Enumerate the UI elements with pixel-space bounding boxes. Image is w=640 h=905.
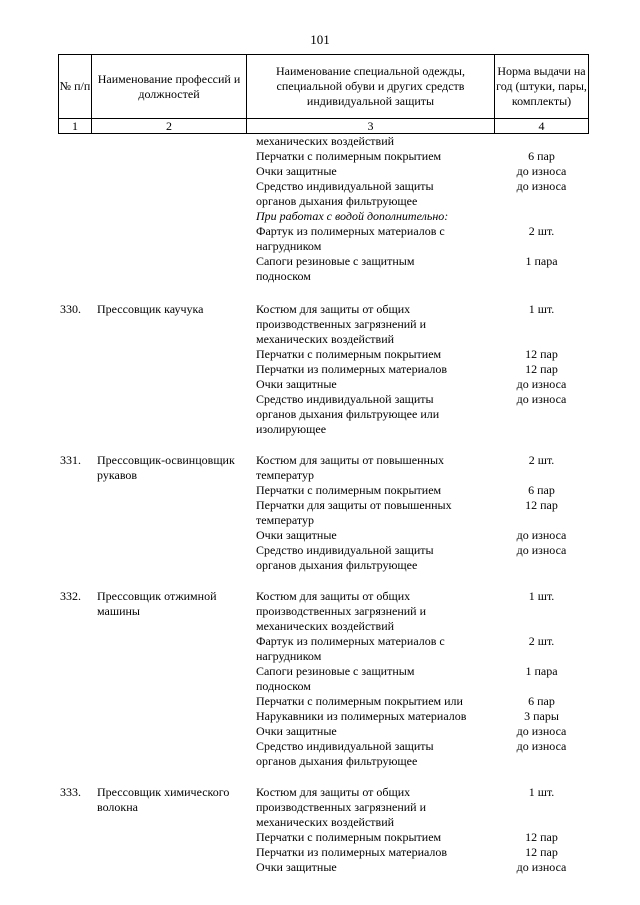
profession-name: Прессовщик-освинцовщик рукавов xyxy=(97,453,235,482)
equipment-norm: 12 пар xyxy=(525,347,558,361)
equipment-name: Средство индивидуальной защиты органов дыхания фильтрующее xyxy=(256,179,434,208)
table-body xyxy=(58,134,589,875)
equipment-name: Сапоги резиновые с защитным подноском xyxy=(256,254,415,283)
equipment-name: Очки защитные xyxy=(256,860,337,874)
equipment-name: При работах с водой дополнительно: xyxy=(256,209,449,223)
equipment-norm: 2 шт. xyxy=(528,634,555,648)
table-row xyxy=(58,134,589,284)
equipment-item xyxy=(246,724,589,739)
row-number: 333. xyxy=(60,785,81,799)
header-col-equipment: Наименование специальной одежды, специальной обуви и других средств индивидуальной защиты xyxy=(246,55,494,118)
equipment-name: Перчатки из полимерных материалов xyxy=(256,845,448,859)
equipment-item xyxy=(246,528,589,543)
profession-name: Прессовщик химического волокна xyxy=(97,785,230,814)
equipment-norm: 1 шт. xyxy=(528,589,555,603)
equipment-norm: до износа xyxy=(516,528,567,542)
profession-name: Прессовщик отжимной машины xyxy=(97,589,217,618)
equipment-item xyxy=(246,709,589,724)
equipment-norm: 6 пар xyxy=(528,483,555,497)
equipment-item xyxy=(246,543,589,573)
equipment-name: Перчатки с полимерным покрытием xyxy=(256,483,442,497)
equipment-norm: до износа xyxy=(516,739,567,753)
row-number xyxy=(58,134,91,284)
equipment-norm: до износа xyxy=(516,543,567,557)
equipment-item xyxy=(246,377,589,392)
equipment-item xyxy=(246,209,589,224)
equipment-norm: до износа xyxy=(516,392,567,406)
equipment-item xyxy=(246,785,589,830)
equipment-norm: 1 шт. xyxy=(528,785,555,799)
equipment-item xyxy=(246,302,589,347)
equipment-norm: 2 шт. xyxy=(528,453,555,467)
equipment-name: Костюм для защиты от общих производственных загрязнений и механических воздействий xyxy=(256,785,427,829)
equipment-name: Костюм для защиты от общих производственных загрязнений и механических воздействий xyxy=(256,589,427,633)
profession-name: Прессовщик каучука xyxy=(97,302,204,316)
equipment-name: Костюм для защиты от повышенных температур xyxy=(256,453,445,482)
equipment-norm: до износа xyxy=(516,860,567,874)
equipment-name: Перчатки из полимерных материалов xyxy=(256,362,448,376)
equipment-item xyxy=(246,634,589,664)
equipment-name: Перчатки с полимерным покрытием или xyxy=(256,694,463,708)
profession-name xyxy=(91,134,246,284)
equipment-norm: 12 пар xyxy=(525,498,558,512)
equipment-norm: 6 пар xyxy=(528,149,555,163)
equipment-name: Нарукавники из полимерных материалов xyxy=(256,709,467,723)
equipment-norm: 1 пара xyxy=(525,254,558,268)
equipment-name: механических воздействий xyxy=(256,134,395,148)
table-header xyxy=(58,54,589,134)
equipment-item xyxy=(246,149,589,164)
row-number: 331. xyxy=(60,453,81,467)
equipment-item xyxy=(246,664,589,694)
equipment-name: Очки защитные xyxy=(256,724,337,738)
equipment-name: Средство индивидуальной защиты органов дыхания фильтрующее xyxy=(256,739,434,768)
equipment-name: Перчатки для защиты от повышенных температур xyxy=(256,498,452,527)
equipment-name: Фартук из полимерных материалов с нагрудником xyxy=(256,634,445,663)
equipment-item xyxy=(246,362,589,377)
equipment-norm: 1 шт. xyxy=(528,302,555,316)
table-row xyxy=(58,589,589,769)
equipment-norm: 6 пар xyxy=(528,694,555,708)
equipment-item xyxy=(246,392,589,437)
equipment-norm: до износа xyxy=(516,724,567,738)
header-num-1: 1 xyxy=(58,119,91,133)
equipment-item xyxy=(246,830,589,845)
header-col-profession: Наименование профессий и должностей xyxy=(91,55,246,118)
table-row xyxy=(58,785,589,875)
equipment-name: Перчатки с полимерным покрытием xyxy=(256,149,442,163)
equipment-name: Костюм для защиты от общих производственных загрязнений и механических воздействий xyxy=(256,302,427,346)
table-row xyxy=(58,453,589,573)
header-num-4: 4 xyxy=(494,119,589,133)
equipment-item xyxy=(246,224,589,254)
equipment-item xyxy=(246,453,589,483)
equipment-norm: 12 пар xyxy=(525,830,558,844)
equipment-item xyxy=(246,498,589,528)
table-row xyxy=(58,302,589,437)
equipment-norm xyxy=(494,134,589,149)
equipment-name: Очки защитные xyxy=(256,164,337,178)
equipment-name: Перчатки с полимерным покрытием xyxy=(256,830,442,844)
equipment-norm: 12 пар xyxy=(525,845,558,859)
equipment-norm: до износа xyxy=(516,377,567,391)
equipment-item xyxy=(246,739,589,769)
equipment-name: Средство индивидуальной защиты органов дыхания фильтрующее или изолирующее xyxy=(256,392,440,436)
equipment-name: Сапоги резиновые с защитным подноском xyxy=(256,664,415,693)
equipment-name: Очки защитные xyxy=(256,528,337,542)
header-num-2: 2 xyxy=(91,119,246,133)
row-number: 330. xyxy=(60,302,81,316)
equipment-item xyxy=(246,845,589,860)
equipment-name: Средство индивидуальной защиты органов дыхания фильтрующее xyxy=(256,543,434,572)
equipment-item xyxy=(246,694,589,709)
equipment-norm: до износа xyxy=(516,179,567,193)
equipment-item xyxy=(246,254,589,284)
equipment-norm: до износа xyxy=(516,164,567,178)
equipment-name: Перчатки с полимерным покрытием xyxy=(256,347,442,361)
equipment-norm xyxy=(494,209,589,224)
equipment-norm: 12 пар xyxy=(525,362,558,376)
equipment-item xyxy=(246,347,589,362)
equipment-item xyxy=(246,589,589,634)
header-col-number: № п/п xyxy=(58,55,91,118)
equipment-norm: 1 пара xyxy=(525,664,558,678)
equipment-norm: 3 пары xyxy=(524,709,559,723)
equipment-name: Очки защитные xyxy=(256,377,337,391)
equipment-item xyxy=(246,134,589,149)
equipment-item xyxy=(246,860,589,875)
header-num-3: 3 xyxy=(246,119,494,133)
equipment-item xyxy=(246,179,589,209)
equipment-item xyxy=(246,483,589,498)
equipment-name: Фартук из полимерных материалов с нагрудником xyxy=(256,224,445,253)
equipment-item xyxy=(246,164,589,179)
equipment-norm: 2 шт. xyxy=(528,224,555,238)
header-col-norm: Норма выдачи на год (штуки, пары, комплекты) xyxy=(494,55,589,118)
row-number: 332. xyxy=(60,589,81,603)
page-number: 101 xyxy=(310,32,330,47)
